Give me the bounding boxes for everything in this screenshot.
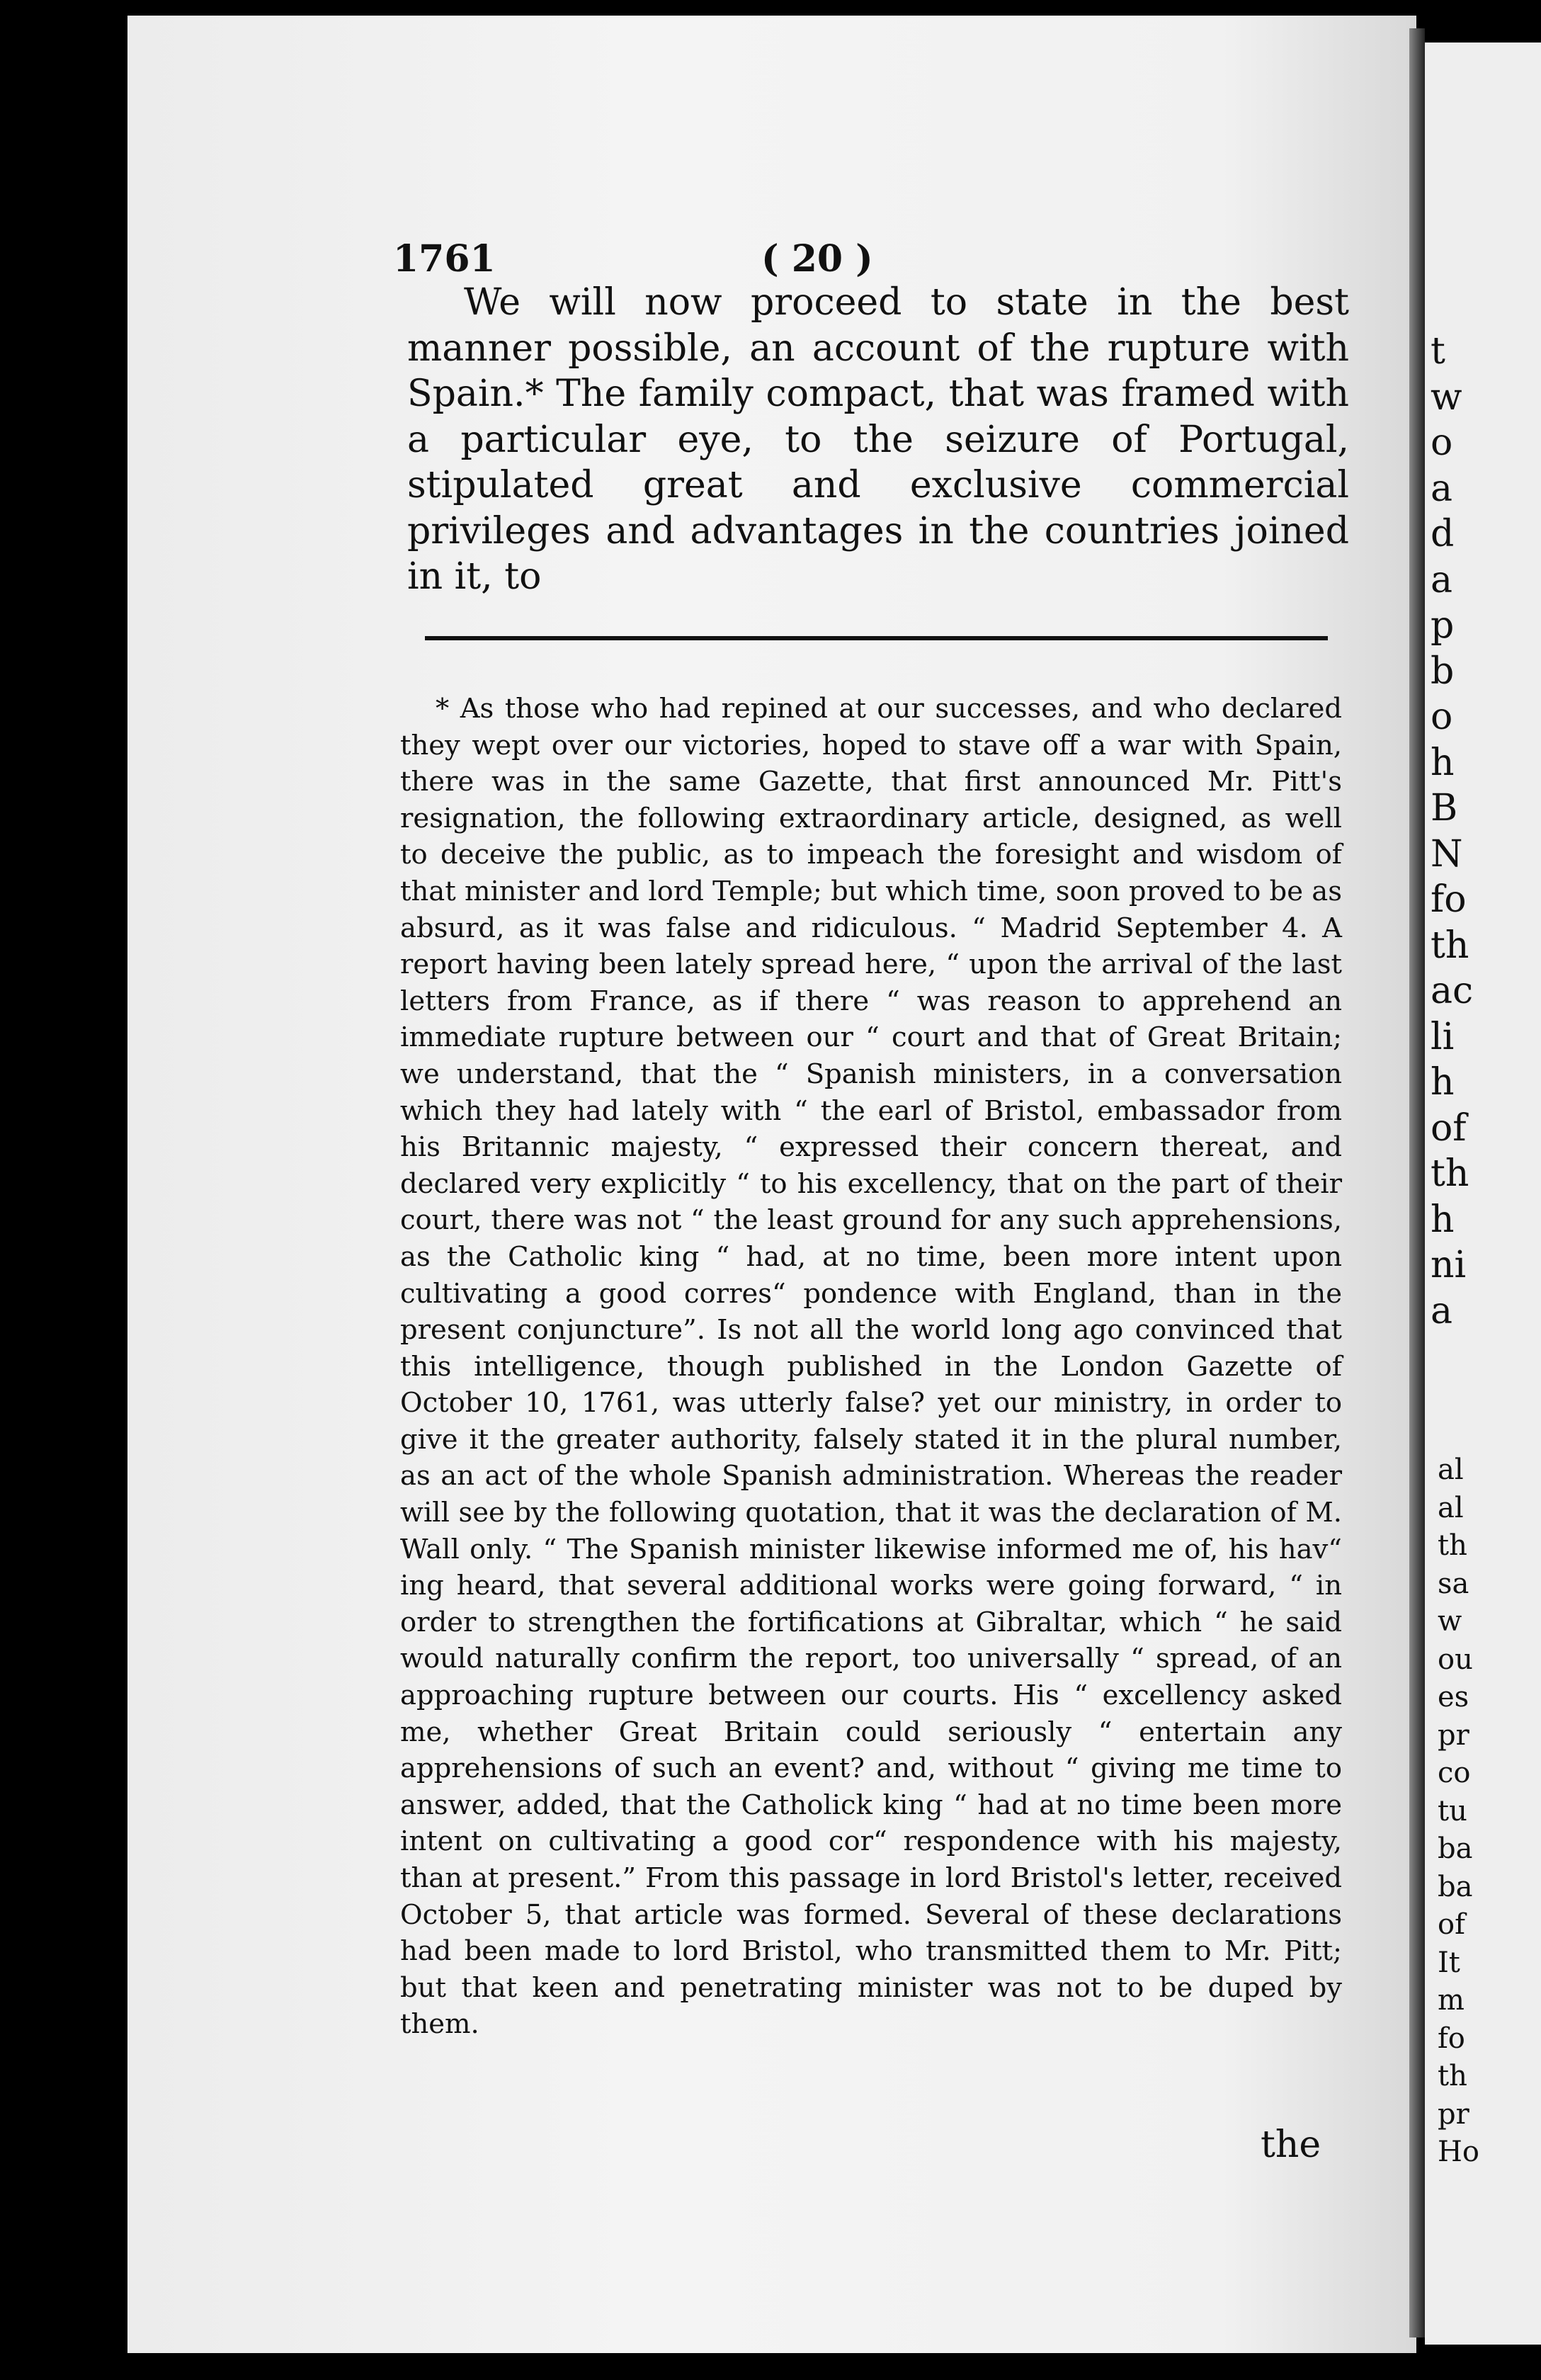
adjacent-page-letter: a xyxy=(1431,1289,1453,1332)
page-gutter xyxy=(1409,28,1425,2338)
adjacent-page-footnote-letter: Ho xyxy=(1438,2136,1479,2168)
main-paragraph: We will now proceed to state in the best manner possible, an account of the rupture with Spain.* The family compact, that was framed with a particular eye, to the seizure of Portugal, stipulated great and exclusive commercial privileges and advantages in the countries joined in it, to xyxy=(407,281,1349,598)
adjacent-page-letter: th xyxy=(1431,1152,1469,1195)
footnote-text: * As those who had repined at our successes, and who declared they wept over our victories, hoped to stave off a war with Spain, there was in the same Gazette, that first announced Mr. Pitt's resignation, the following extraordinary article, designed, as well to deceive the public, as to impeach the foresight and wisdom of that minister and lord Temple; but which time, soon proved to be as absurd, as it was false and ridiculous. “ Madrid September 4. A report having been lately spread here, “ upon the arrival of the last letters from France, as if there “ was reason to apprehend an immediate rupture between our “ court and that of Great Britain; we understand, that the “ Spanish ministers, in a conversation which they had lately with “ the earl of Bristol, embassador from his Britannic majesty, “ expressed their concern thereat, and declared very explicitly “ to his excellency, that on the part of their court, there was not “ the least ground for any such apprehensions, as the Catholic king “ had, at no time, been more intent upon cultivating a good corres“ pondence with England, than in the present conjuncture”. Is not all the world long ago convinced that this intelligence, though published in the London Gazette of October 10, 1761, was utterly false? yet our ministry, in order to give it the greater authority, falsely stated it in the plural number, as an act of the whole Spanish administration. Whereas the reader will see by the following quotation, that it was the declaration of M. Wall only. “ The Spanish minister likewise informed me of, his hav“ ing heard, that several additional works were going forward, “ in order to strengthen the fortifications at Gibraltar, which “ he said would naturally confirm the report, too universally “ spread, of an approaching rupture between our courts. His “ excellency asked me, whether Great Britain could seriously “ entertain any apprehensions of such an event? and, without “ giving me time to answer, added, that the Catholick king “ had at no time been more intent on cultivating a good cor“ respondence with his majesty, than at present.” From this passage in lord Bristol's letter, received October 5, that article was formed. Several of these declarations had been made to lord Bristol, who transmitted them to Mr. Pitt; but that keen and penetrating minister was not to be duped by them. xyxy=(400,693,1342,2041)
adjacent-page-footnote-letter: sa xyxy=(1438,1567,1469,1600)
adjacent-page-letter: ni xyxy=(1431,1244,1467,1286)
adjacent-page-letter: of xyxy=(1431,1106,1467,1150)
adjacent-page-letter: w xyxy=(1431,375,1462,419)
adjacent-page-letter: b xyxy=(1431,650,1455,693)
adjacent-page-footnote-letter: m xyxy=(1438,1984,1465,2017)
page-number: ( 20 ) xyxy=(761,237,873,280)
adjacent-page-letter: th xyxy=(1431,924,1469,967)
footnote-block xyxy=(400,691,1342,2043)
adjacent-page-letter: N xyxy=(1431,832,1463,876)
adjacent-page-letter: B xyxy=(1431,787,1458,829)
adjacent-page-footnote-letter: ba xyxy=(1438,1870,1473,1903)
adjacent-page-letter: h xyxy=(1431,1061,1455,1104)
adjacent-page-footnote-letter: th xyxy=(1438,2060,1467,2092)
adjacent-page-footnote-letter: pr xyxy=(1438,2097,1469,2131)
adjacent-page-letter: p xyxy=(1431,604,1455,647)
adjacent-page-letter: li xyxy=(1431,1015,1455,1058)
adjacent-page-footnote-letter: al xyxy=(1438,1454,1464,1486)
adjacent-page-letter: fo xyxy=(1431,878,1467,921)
adjacent-page-footnote-letter: w xyxy=(1438,1605,1462,1638)
adjacent-page-footnote-letter: al xyxy=(1438,1491,1464,1524)
adjacent-page-footnote-letter: th xyxy=(1438,1529,1467,1562)
adjacent-page-letter: ac xyxy=(1431,970,1474,1012)
adjacent-page-letter: o xyxy=(1431,696,1453,738)
catchword: the xyxy=(1261,2124,1321,2166)
adjacent-page-letter: h xyxy=(1431,741,1455,784)
adjacent-page-footnote-letter: pr xyxy=(1438,1718,1469,1752)
adjacent-page-footnote-letter: co xyxy=(1438,1757,1471,1789)
adjacent-page-footnote-letter: It xyxy=(1438,1946,1460,1979)
running-year: 1761 xyxy=(393,237,496,280)
adjacent-page-letter: h xyxy=(1431,1198,1455,1241)
adjacent-page-letter: d xyxy=(1431,513,1455,555)
adjacent-page-footnote-letter: ba xyxy=(1438,1832,1473,1865)
adjacent-page-letter: o xyxy=(1431,421,1453,464)
adjacent-page-letter: t xyxy=(1431,330,1445,373)
adjacent-page-footnote-letter: of xyxy=(1438,1908,1465,1941)
adjacent-page-footnote-letter: es xyxy=(1438,1681,1469,1713)
adjacent-page-letter: a xyxy=(1431,558,1453,601)
footnote-rule xyxy=(425,636,1328,640)
adjacent-page-footnote-letter: tu xyxy=(1438,1794,1467,1828)
adjacent-page-footnote-letter: fo xyxy=(1438,2022,1465,2055)
main-text-block xyxy=(407,280,1349,600)
adjacent-page-footnote-letter: ou xyxy=(1438,1643,1473,1676)
adjacent-page-letter: a xyxy=(1431,467,1453,510)
adjacent-page-edge xyxy=(1425,42,1541,2345)
